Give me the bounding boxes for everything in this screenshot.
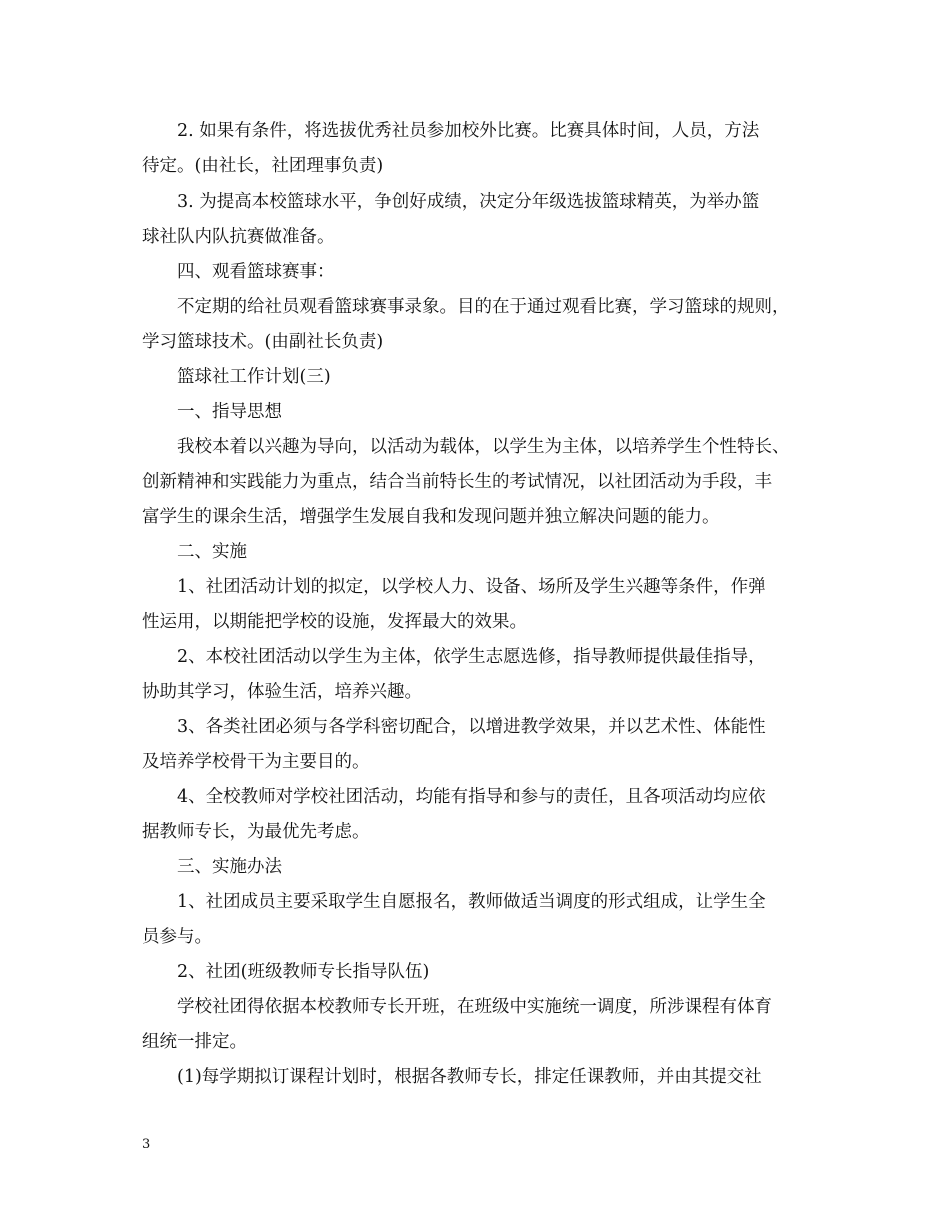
paragraph-line: 2、本校社团活动以学生为主体，依学生志愿选修，指导教师提供最佳指导， xyxy=(177,647,766,667)
paragraph-line: 据教师专长，为最优先考虑。 xyxy=(142,822,370,842)
paragraph-line: 3、各类社团必须与各学科密切配合，以增进教学效果，并以艺术性、体能性 xyxy=(177,717,766,737)
paragraph-line: 创新精神和实践能力为重点，结合当前特长生的考试情况，以社团活动为手段，丰 xyxy=(142,472,772,492)
section-heading: 四、观看篮球赛事： xyxy=(177,262,335,282)
paragraph-line: 2. 如果有条件，将选拔优秀社员参加校外比赛。比赛具体时间，人员，方法 xyxy=(177,121,760,141)
paragraph-line: 组统一排定。 xyxy=(142,1032,247,1052)
paragraph-line: 员参与。 xyxy=(142,927,212,947)
paragraph-line: 3. 为提高本校篮球水平，争创好成绩，决定分年级选拔篮球精英，为举办篮 xyxy=(177,192,760,212)
paragraph-line: (1)每学期拟订课程计划时，根据各教师专长，排定任课教师，并由其提交社 xyxy=(177,1067,762,1087)
page-number: 3 xyxy=(142,1137,151,1152)
paragraph-line: 我校本着以兴趣为导向，以活动为载体，以学生为主体，以培养学生个性特长、 xyxy=(177,437,790,457)
paragraph-line: 及培养学校骨干为主要目的。 xyxy=(142,752,370,772)
paragraph-line: 待定。(由社长，社团理事负责) xyxy=(142,156,384,176)
paragraph-line: 学校社团得依据本校教师专长开班，在班级中实施统一调度，所涉课程有体育 xyxy=(177,997,772,1017)
paragraph-line: 学习篮球技术。(由副社长负责) xyxy=(142,332,384,352)
paragraph-line: 协助其学习，体验生活，培养兴趣。 xyxy=(142,682,422,702)
paragraph-line: 4、全校教师对学校社团活动，均能有指导和参与的责任，且各项活动均应依 xyxy=(177,787,766,807)
section-heading: 二、实施 xyxy=(177,542,247,562)
section-heading: 三、实施办法 xyxy=(177,857,282,877)
paragraph-line: 2、社团(班级教师专长指导队伍) xyxy=(177,962,430,982)
paragraph-line: 1、社团成员主要采取学生自愿报名，教师做适当调度的形式组成，让学生全 xyxy=(177,892,766,912)
paragraph-line: 富学生的课余生活，增强学生发展自我和发现问题并独立解决问题的能力。 xyxy=(142,507,720,527)
paragraph-line: 不定期的给社员观看篮球赛事录象。目的在于通过观看比赛，学习篮球的规则， xyxy=(177,297,790,317)
section-heading: 一、指导思想 xyxy=(177,402,282,422)
paragraph-line: 球社队内队抗赛做准备。 xyxy=(142,227,335,247)
paragraph-line: 1、社团活动计划的拟定，以学校人力、设备、场所及学生兴趣等条件，作弹 xyxy=(177,577,766,597)
section-title: 篮球社工作计划(三) xyxy=(177,367,331,387)
paragraph-line: 性运用，以期能把学校的设施，发挥最大的效果。 xyxy=(142,612,527,632)
